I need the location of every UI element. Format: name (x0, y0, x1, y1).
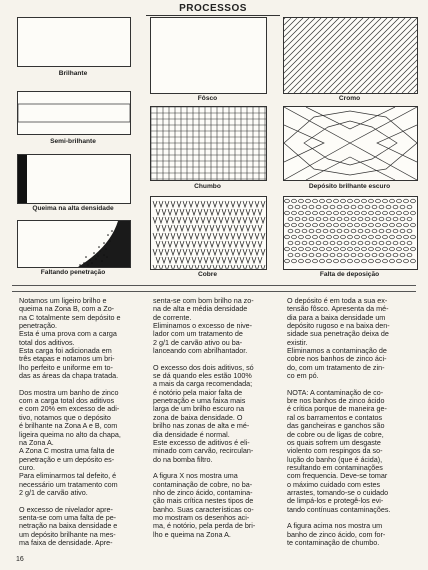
panel-falta-deposicao (283, 196, 418, 270)
caption-queima: Queima na alta densidade (32, 205, 114, 212)
caption-cobre: Cobre (197, 271, 218, 278)
panel-fosco (150, 17, 267, 94)
divider-bottom (12, 291, 416, 292)
divider-top (12, 285, 416, 286)
page-number: 16 (16, 556, 24, 563)
text-column-1: Notamos um ligeiro brilho e queima na Zona B, com a Zo- na C totalmente sem depósito e penetração. Esta é uma prova com a carga total dos aditivos. Esta carga foi adicionada em três etapas e notamos um bri- lho perfeito e uniforme em to- das as áreas da chapa tratada. Dos mostra um banho de zinco com a carga total dos aditivos e com 20% em excesso de adi- tivo, notamos que o depósito é brilhante na Zona A e B, com ligeira queima no alto da chapa, na Zona A. A Zona C mostra uma falta de penetração e um depósito es- curo. Para eliminarmos tal defeito, é necessário um tratamento com 2 g/1 de carvão ativo. O excesso de nivelador apre- senta-se com uma falta de pe- netração na baixa densidade e um depósito brilhante na mes- ma faixa de densidade. Apre- (19, 296, 121, 547)
caption-cromo: Cromo (338, 95, 361, 102)
caption-fosco: Fôsco (197, 95, 218, 102)
caption-chumbo: Chumbo (194, 183, 221, 190)
text-column-3: O depósito é em toda a sua ex- tensão fôsco. Apresenta da mé- dia para a baixa densidade um depósito rugoso e na baixa den- sidade sua penetração deixa de existir. Eliminamos a contaminação de cobre nos banhos de zinco áci- do, com um tratamento de zin- co em pó. NOTA: A contaminação de co- bre nos banhos de zinco ácido é crítica porque de maneira ge- ral os barramentos e contatos das gancheiras e ganchos são de cobre ou de ligas de cobre, os quais sofrem um desgaste violento com respingos da so- lução do banho (que é ácida), resultando em contaminações com frequencia. Deve-se tomar o máximo cuidado com estes arrastes, tomando-se o cuidado de limpá-los e protegê-los evi- tando contínuas contaminações. A figura acima nos mostra um banho de zinco ácido, com for- te contaminação de chumbo. (287, 296, 391, 547)
panel-faltando (17, 220, 131, 268)
panel-queima (17, 154, 131, 204)
text-column-2: senta-se com bom brilho na zo- na de alta e média densidade de corrente. Eliminamos o excesso de nive- lador com um tratamento de 2 g/1 de carvão ativo ou ba- lanceando com abrilhantador. O excesso dos dois aditivos, só se dá quando eles estão 100% a mais da carga recomendada; é notório pela maior falta de penetração e uma faixa mais larga de um brilho escuro na zona de baixa densidade. O brilho nas zonas de alta e mé- dia densidade é normal. Este excesso de aditivos é eli- minado com carvão, recirculan- do na bomba filtro. A figura X nos mostra uma contaminação de cobre, no ba- nho de zinco ácido, contamina- ção mais crítica nestes tipos de banho. Suas características co- mo mostram os desenhos aci- ma, é notório, pela perda de bri- lho e queima na Zona A. (153, 296, 256, 539)
panel-cobre (150, 196, 267, 270)
caption-falta-deposicao: Falta de deposição (319, 271, 380, 278)
panel-cromo (283, 17, 418, 94)
caption-semi-brilhante: Semi-brilhante (50, 138, 96, 145)
panel-deposito (283, 106, 418, 181)
caption-brilhante: Brilhante (58, 70, 88, 77)
section-header: PROCESSOS (146, 3, 280, 16)
panel-semi-brilhante (17, 91, 131, 135)
caption-deposito: Depósito brilhante escuro (308, 183, 391, 190)
panel-chumbo (150, 106, 267, 181)
panel-brilhante (17, 17, 131, 67)
caption-faltando: Faltando penetração (40, 269, 106, 276)
